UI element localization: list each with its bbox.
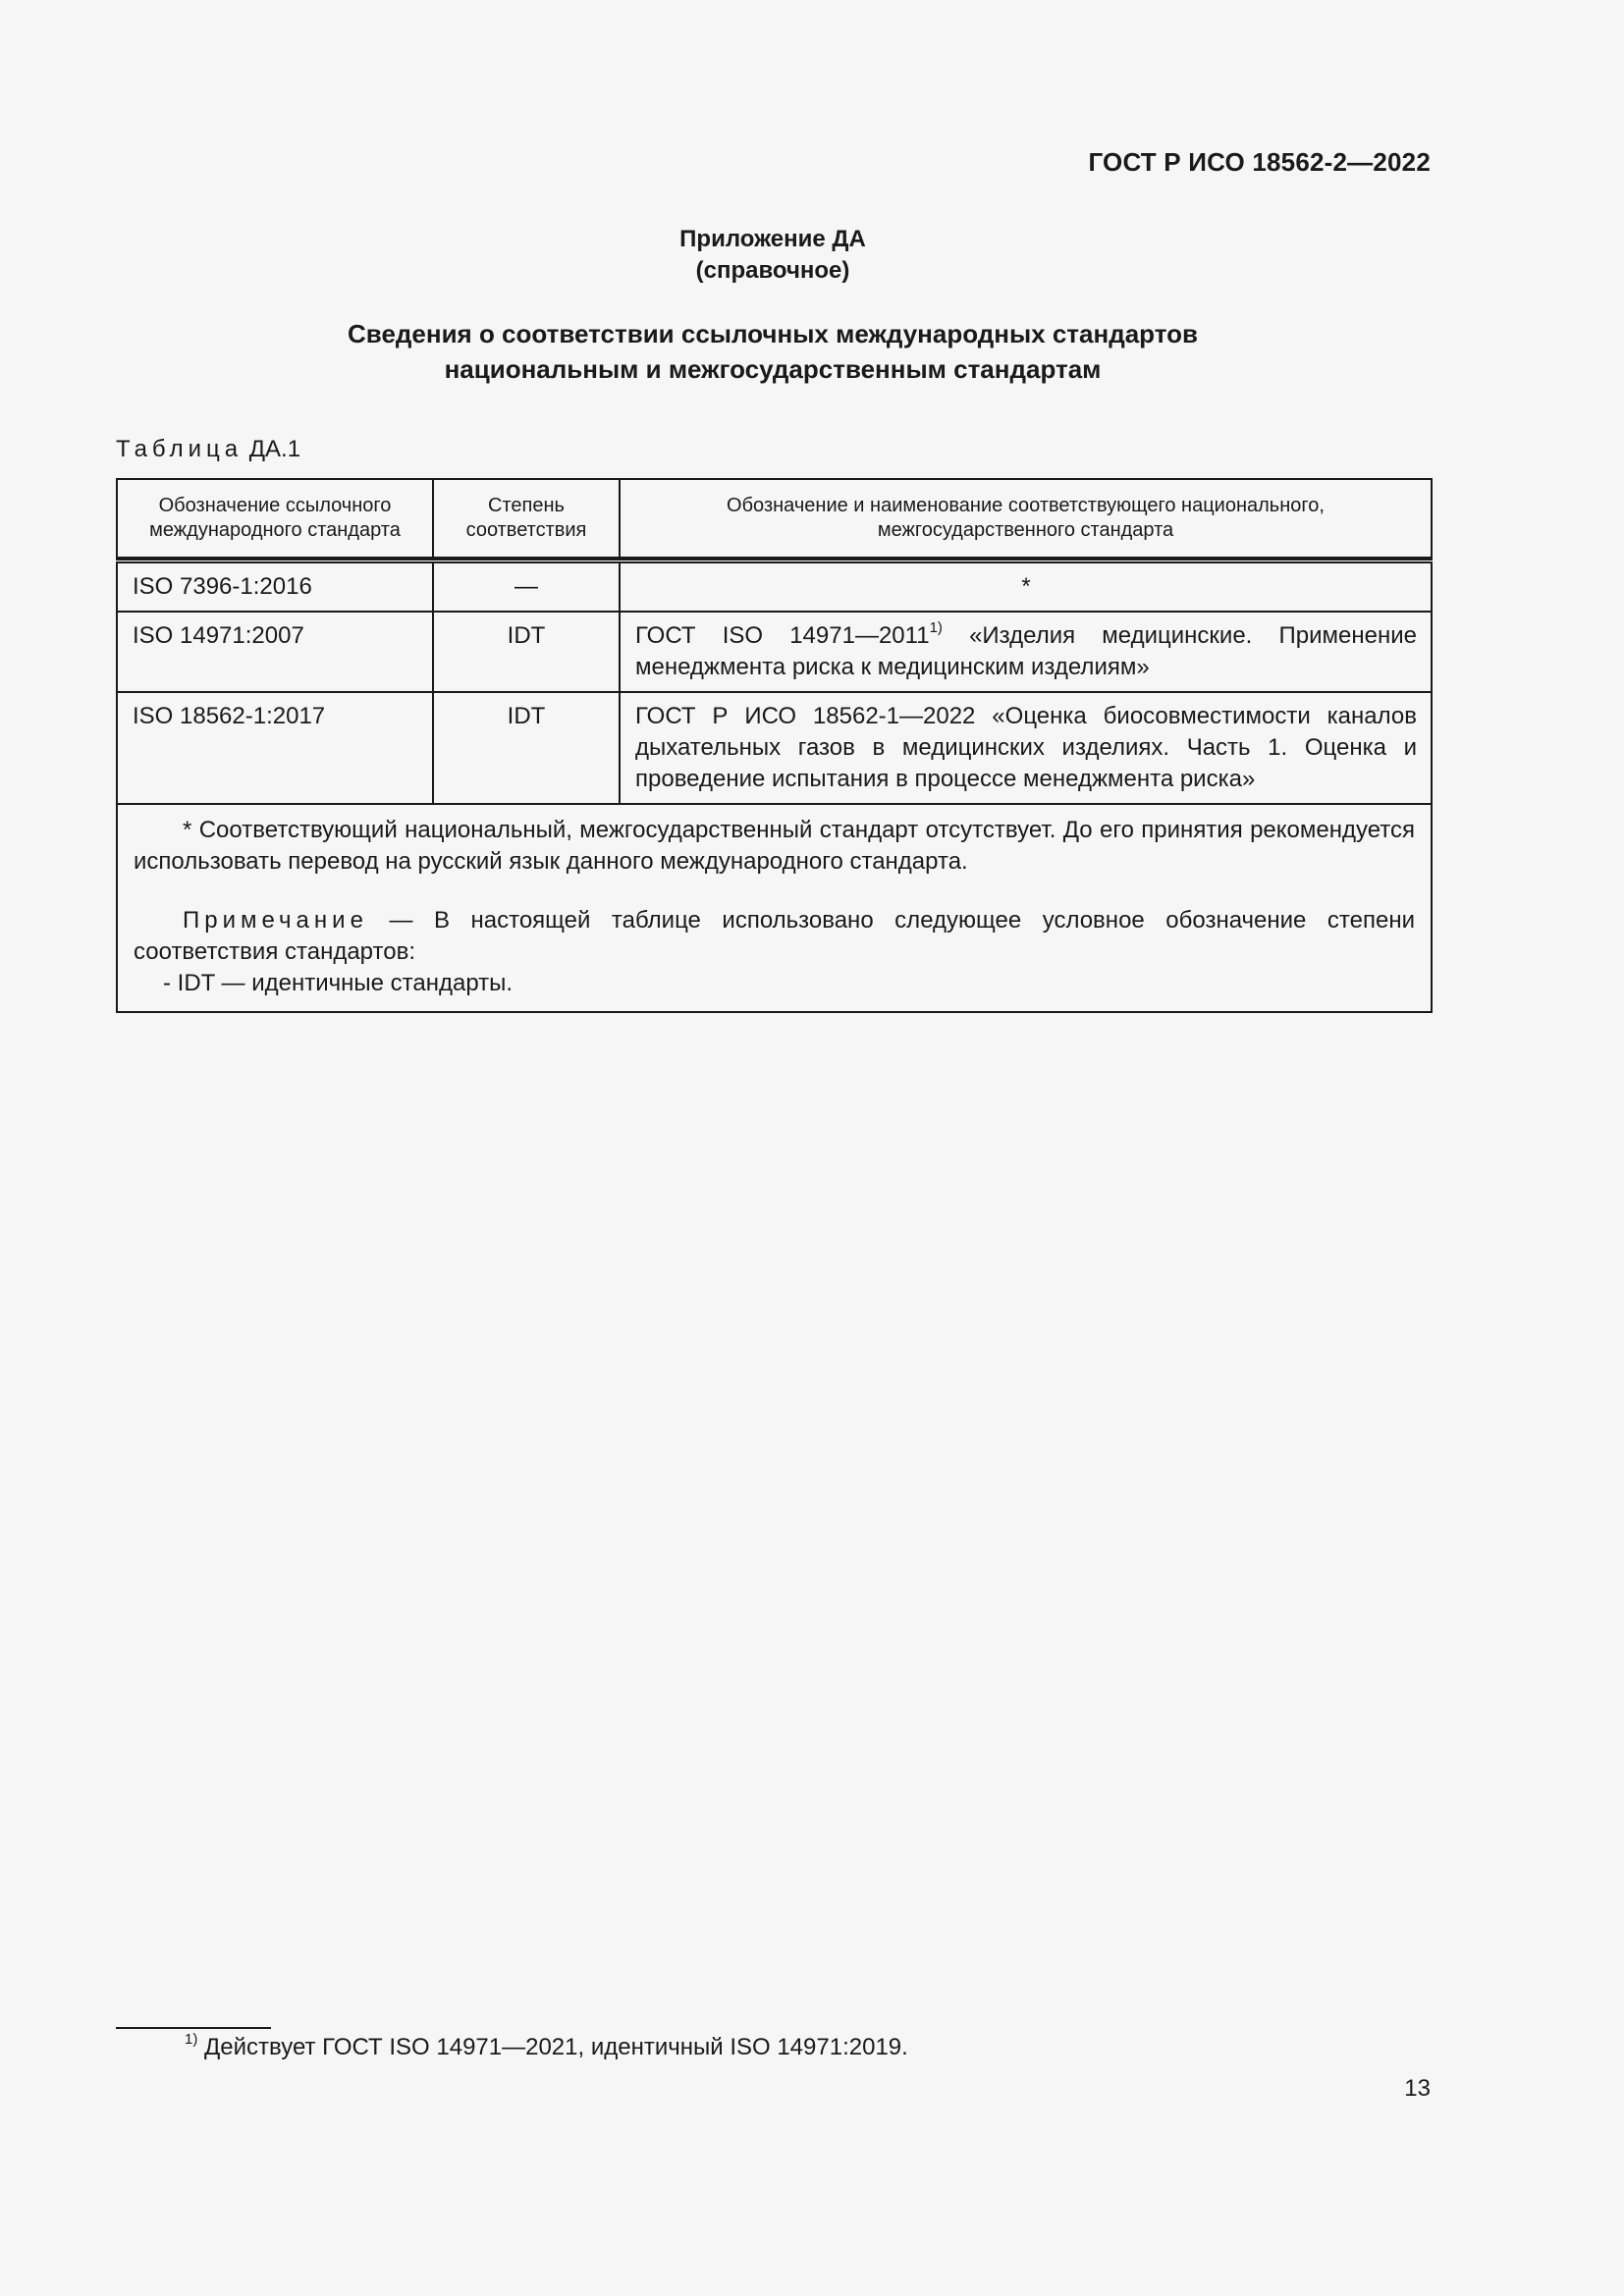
degree-cell: — [433, 561, 620, 613]
header-intl-standard: Обозначение ссылочного международного стандарта [117, 479, 433, 558]
degree-cell: IDT [433, 692, 620, 804]
footnote-divider [116, 2027, 271, 2029]
national-standard-cell: * [620, 561, 1432, 613]
section-title-line-2: национальным и межгосударственным стандартам [444, 354, 1102, 384]
header-degree: Степень соответствия [433, 479, 620, 558]
document-code: ГОСТ Р ИСО 18562-2—2022 [1088, 147, 1431, 177]
footnote-reference: 1) [929, 619, 943, 636]
table-caption-word: Таблица [116, 436, 244, 462]
table-row [117, 692, 1432, 804]
note-item: - IDT — идентичные стандарты. [163, 970, 514, 996]
table-note [134, 905, 1415, 968]
table-caption [116, 436, 300, 463]
table-row [117, 561, 1432, 613]
page-number: 13 [1404, 2075, 1431, 2102]
annex-title: Приложение ДА [679, 226, 866, 252]
degree-cell: IDT [433, 612, 620, 692]
table-footer [117, 804, 1432, 1012]
table-row [117, 612, 1432, 692]
note-label: Примечание [183, 907, 368, 934]
header-national-standard: Обозначение и наименование соответствующего национального, межгосударственного стандарта [620, 479, 1432, 558]
table-caption-number: ДА.1 [248, 436, 301, 462]
footnote-mark: 1) [185, 2031, 198, 2048]
national-standard-title: «Изделия медицинские. Применение менеджмента риска к медицинским изделиям» [635, 622, 1417, 680]
national-standard-cell [620, 612, 1432, 692]
national-standard-designation: ГОСТ ISO 14971—2011 [635, 622, 930, 649]
section-title-line-1: Сведения о соответствии ссылочных международных стандартов [348, 319, 1198, 348]
section-title [0, 316, 1545, 387]
footnote-text: Действует ГОСТ ISO 14971—2021, идентичный ISO 14971:2019. [197, 2034, 908, 2060]
footnote [185, 2032, 908, 2063]
asterisk-note: * Соответствующий национальный, межгосударственный стандарт отсутствует. До его принятия рекомендуется использовать перевод на русский язык данного международного стандарта. [134, 817, 1415, 875]
annex-subtitle: (справочное) [695, 257, 850, 284]
intl-standard-cell: ISO 18562-1:2017 [117, 692, 433, 804]
table-header-row [117, 479, 1432, 558]
national-standard-cell: ГОСТ Р ИСО 18562-1—2022 «Оценка биосовместимости каналов дыхательных газов в медицинских изделиях. Часть 1. Оценка и проведение испытания в процессе менеджмента риска» [620, 692, 1432, 804]
intl-standard-cell: ISO 7396-1:2016 [117, 561, 433, 613]
table-footer-row [117, 804, 1432, 1012]
annex-heading [0, 224, 1545, 287]
note-text: — В настоящей таблице использовано следующее условное обозначение степени соответствия стандартов: [134, 907, 1415, 965]
standards-table [116, 478, 1433, 1013]
intl-standard-cell: ISO 14971:2007 [117, 612, 433, 692]
